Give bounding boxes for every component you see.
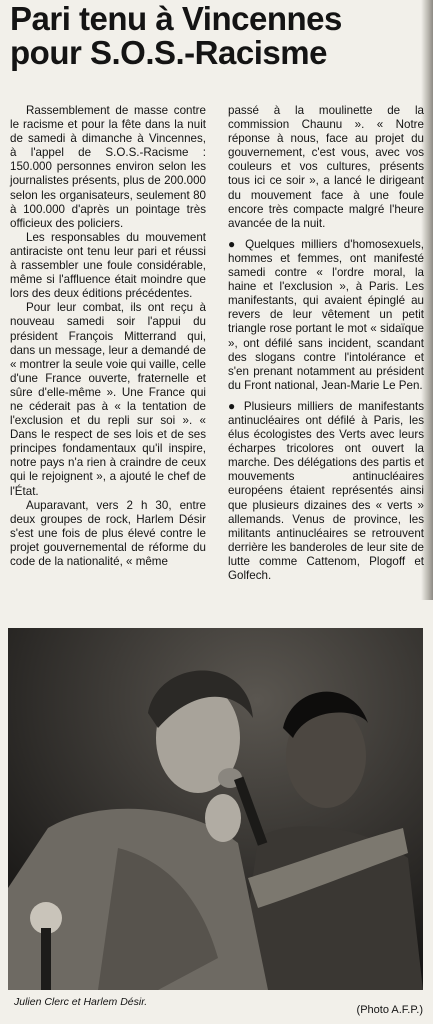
- headline: [10, 2, 425, 70]
- photo-credit: (Photo A.F.P.): [356, 1004, 423, 1016]
- bullet-text: Plusieurs milliers de manifestants antinucléaires ont défilé à Paris, les élus écologistes des Verts avec leurs écharpes tricolores ont ouvert la marche. Des délégations des partis et mouvements antinucléaires européens étaient représentés ainsi que plusieurs dizaines des « verts » allemands. Venus de province, les militants antinucléaires se retrouvent derrière les banderoles de leur site de lutte comme Cattenom, Plogoff et Golfech.: [228, 399, 424, 582]
- right-column: [228, 104, 424, 583]
- news-photo: [8, 628, 423, 990]
- paragraph: Les responsables du mouvement antiraciste ont tenu leur pari et réussi à rassembler une foule considérable, même si l'affluence était moindre que lors des deux éditions précédentes.: [10, 230, 206, 301]
- photo-caption: Julien Clerc et Harlem Désir.: [14, 996, 148, 1008]
- photo-illustration: [8, 628, 423, 990]
- bullet-text: Quelques milliers d'homosexuels, hommes et femmes, ont manifesté samedi contre « l'ordre moral, la haine et l'exclusion », à Paris. Les manifestants, qui avaient épinglé au revers de leur vêtement un petit triangle rose portant le mot « sidaïque », ont défilé sans incident, scandant des slogans contre l'intolérance et s'en prenant notamment au président du Front national, Jean-Marie Le Pen.: [228, 237, 424, 392]
- bullet-paragraph: [228, 399, 424, 583]
- left-column: [10, 104, 206, 569]
- bullet-icon: ●: [228, 236, 239, 251]
- paragraph: Auparavant, vers 2 h 30, entre deux groupes de rock, Harlem Désir s'est une fois de plus élevé contre le projet gouvernemental de réforme du code de la nationalité, « même: [10, 498, 206, 568]
- paragraph: Rassemblement de masse contre le racisme et pour la fête dans la nuit de samedi à dimanche à Vincennes, à l'appel de S.O.S.-Racisme : 150.000 personnes environ selon les journalistes présents, plus de 200.000 selon les organisateurs, seulement 80 à 100.000 d'après un pointage très officieux des policiers.: [10, 104, 206, 230]
- paragraph: Pour leur combat, ils ont reçu à nouveau samedi soir l'appui du président François Mitterrand qui, dans un message, leur a demandé de « montrer la seule voie qui vaille, celle d'une France ouverte, fraternelle et sûre d'elle-même ». Une France qui ne céderait pas à « la tentation de l'exclusion et du repli sur soi ». « Dans le respect de ses lois et de ses principes fondamentaux qu'il inspire, notre pays n'a rien à craindre de ceux qui le rejoignent », a ajouté le chef de l'État.: [10, 301, 206, 498]
- paragraph-continued: passé à la moulinette de la commission Chaunu ». « Notre réponse à nous, face au projet du gouvernement, c'est vous, avec vos couleurs et vos cultures, présents tous ici ce soir », a lancé le dirigeant du mouvement face à une foule encore très compacte malgré l'heure avancée de la nuit.: [228, 104, 424, 230]
- headline-line-1: Pari tenu à Vincennes: [10, 0, 342, 37]
- headline-line-2: pour S.O.S.-Racisme: [10, 34, 327, 71]
- bullet-icon: ●: [228, 398, 238, 413]
- bullet-paragraph: [228, 237, 424, 393]
